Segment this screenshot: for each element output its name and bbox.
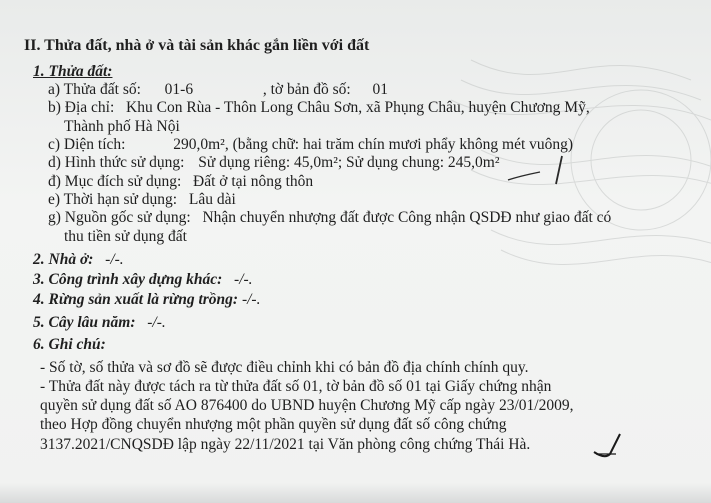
handwritten-mark-area — [500, 150, 590, 190]
address-row — [48, 98, 590, 118]
map-sheet-number: 01 — [372, 81, 388, 98]
forest-value: -/-. — [241, 291, 261, 308]
notes-heading: 6. Ghi chú: — [33, 336, 106, 353]
origin-line2: thu tiền sử dụng đất — [64, 228, 187, 245]
address-line2: Thành phố Hà Nội — [64, 118, 180, 135]
address-line1: Khu Con Rùa - Thôn Long Châu Sơn, xã Phụng Châu, huyện Chương Mỹ, — [126, 99, 590, 116]
note-line4: theo Hợp đồng chuyển nhượng một phần quyền sử dụng đất số công chứng — [40, 416, 507, 433]
origin-line1: Nhận chuyển nhượng đất được Công nhận QSDĐ như giao đất có — [202, 209, 612, 226]
house-heading: 2. Nhà ở: — [33, 251, 94, 268]
map-sheet-label: , tờ bản đồ số: — [262, 81, 351, 98]
origin-label: g) Nguồn gốc sử dụng: — [48, 209, 191, 226]
forest-row — [33, 290, 260, 310]
purpose-row — [48, 172, 313, 192]
usage-form-label: d) Hình thức sử dụng: — [48, 154, 185, 171]
note-line1: - Số tờ, số thửa và sơ đồ sẽ được điều chỉnh khi có bản đồ địa chính chính quy. — [40, 359, 529, 376]
other-works-value: -/-. — [234, 271, 253, 288]
other-works-heading: 3. Công trình xây dựng khác: — [33, 271, 223, 288]
note-line3: quyền sử dụng đất số AO 876400 do UBND huyện Chương Mỹ cấp ngày 23/01/2009, — [40, 397, 574, 414]
address-label: b) Địa chỉ: — [48, 99, 115, 116]
house-row — [33, 250, 124, 270]
section-title: II. Thửa đất, nhà ở và tài sản khác gắn liền với đất — [24, 37, 370, 54]
term-label: e) Thời hạn sử dụng: — [48, 191, 178, 208]
area-row — [48, 135, 573, 155]
purpose-value: Đất ở tại nông thôn — [193, 173, 314, 190]
perennial-value: -/-. — [147, 314, 166, 331]
handwritten-tick-mark — [590, 428, 630, 462]
page-bottom-edge — [0, 483, 711, 503]
parcel-number: 01-6 — [164, 81, 194, 98]
forest-heading: 4. Rừng sản xuất là rừng trồng: — [33, 291, 239, 308]
note-line2: - Thửa đất này được tách ra từ thửa đất số 01, tờ bản đồ số 01 tại Giấy chứng nhận — [40, 378, 552, 395]
parcel-label: a) Thửa đất số: — [48, 81, 141, 98]
usage-form-value: Sử dụng riêng: 45,0m²; Sử dụng chung: 245,0m² — [198, 154, 500, 171]
perennial-row — [33, 313, 166, 333]
area-value: 290,0m², (bằng chữ: hai trăm chín mươi phẩy không mét vuông) — [173, 136, 574, 153]
parcel-row — [48, 80, 388, 100]
note-line5: 3137.2021/CNQSDĐ lập ngày 22/11/2021 tại Văn phòng công chứng Thái Hà. — [40, 436, 531, 453]
purpose-label: đ) Mục đích sử dụng: — [48, 173, 182, 190]
other-works-row — [33, 270, 253, 290]
usage-form-row — [48, 153, 499, 173]
term-value: Lâu dài — [188, 191, 236, 208]
perennial-heading: 5. Cây lâu năm: — [33, 314, 136, 331]
house-value: -/-. — [105, 251, 124, 268]
term-row — [48, 190, 236, 210]
area-label: c) Diện tích: — [48, 136, 126, 153]
land-heading: 1. Thửa đất: — [33, 63, 113, 80]
origin-row — [48, 208, 611, 228]
